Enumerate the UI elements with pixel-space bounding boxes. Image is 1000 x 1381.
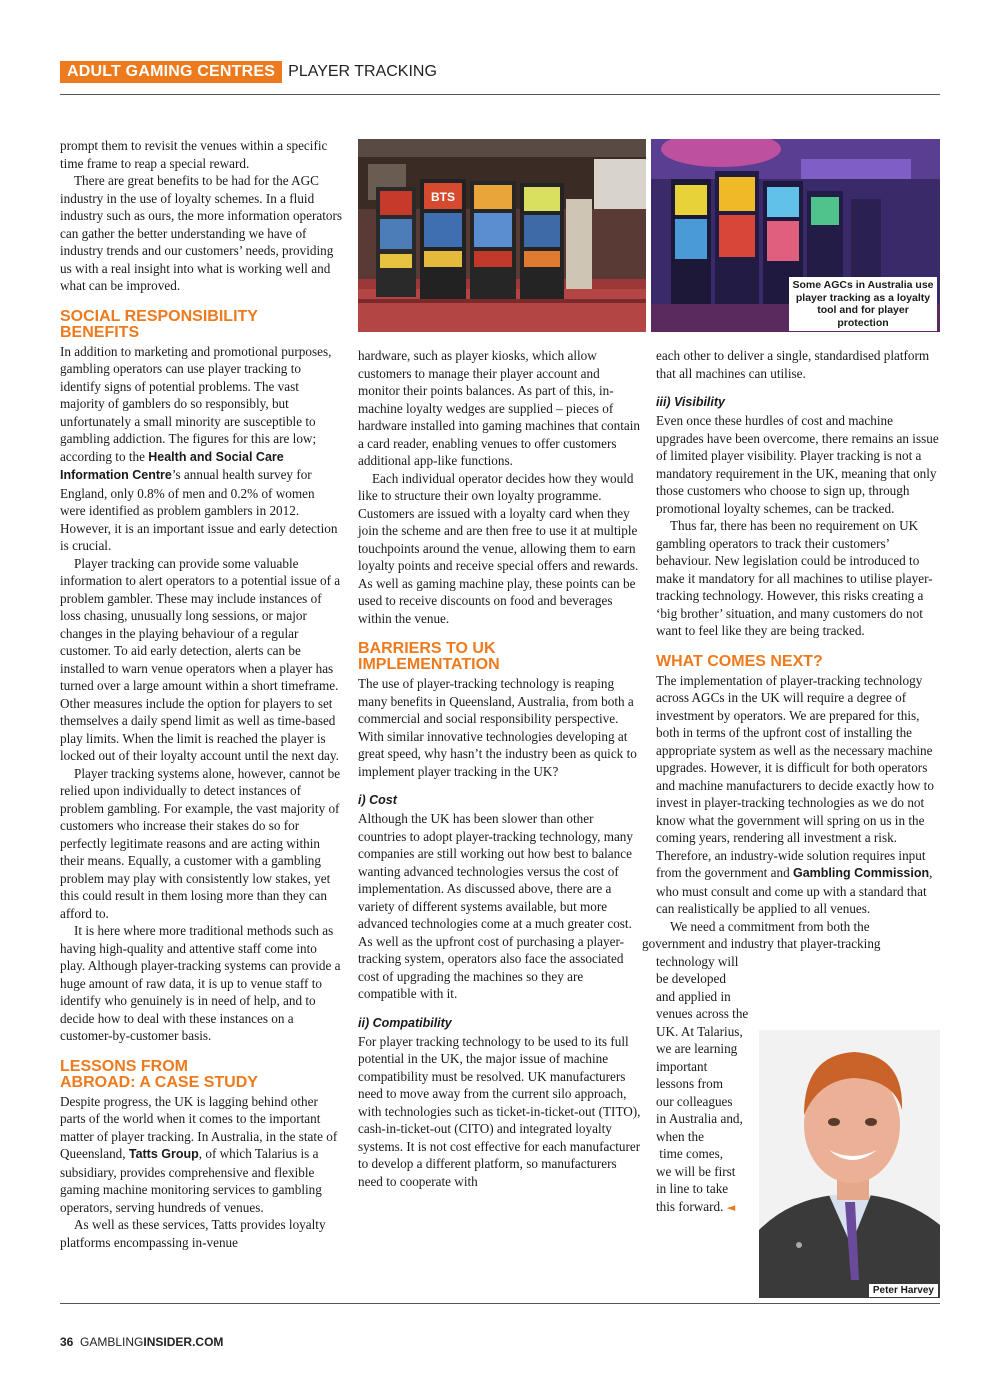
paragraph: prompt them to revisit the venues within a specific time frame to reap a special reward.	[60, 138, 328, 171]
heading-what-comes-next: WHAT COMES NEXT?	[656, 652, 823, 670]
text-line: UK. At Talarius,	[656, 1023, 743, 1039]
page-header	[60, 60, 437, 84]
paragraph: Player tracking systems alone, however, cannot be relied upon individually to detect instances of problem gambling. For example, the vast majority of customers who increase their stakes do so for perfectly legitimate reasons and are acting within their means. Equally, a customer with a gambling problem may play with consistently low stakes, yet this could result in them losing more than they can afford to.	[60, 765, 341, 921]
text-line: We need a commitment from both the	[670, 918, 870, 934]
text-run: Despite progress, the UK is lagging behind other parts of the world when it comes to the important matter of player tracking. In Australia, in the state of Queensland,	[60, 1093, 338, 1161]
subheading-visibility: iii) Visibility	[656, 395, 725, 409]
australia-venue-photo	[651, 139, 940, 332]
text-line: technology will	[656, 953, 739, 969]
text-line: our colleagues	[656, 1093, 733, 1109]
topic-label: PLAYER TRACKING	[288, 63, 437, 80]
text-line: be developed	[656, 971, 726, 986]
organisation-name: Gambling Commission	[792, 866, 930, 880]
heading-barriers	[358, 641, 641, 673]
text-line: when the	[656, 1128, 704, 1144]
portrait-illustration	[759, 1030, 940, 1298]
header-rule	[60, 94, 940, 95]
text-run: , who must consult and come up with a standard that can realistically be applied to all venues.	[656, 865, 933, 916]
paragraph	[642, 918, 940, 953]
heading-line: BARRIERS TO UK	[358, 640, 496, 657]
text-line: important	[656, 1058, 708, 1074]
paragraph: each other to deliver a single, standardised platform that all machines can utilise.	[656, 348, 930, 381]
text-line: and applied in	[656, 988, 731, 1004]
heading-social-responsibility	[60, 309, 343, 341]
gaming-venue-photo	[358, 139, 646, 332]
subheading-cost: i) Cost	[358, 793, 397, 807]
organisation-name: Tatts Group	[128, 1147, 199, 1161]
paragraph: Each individual operator decides how they would like to structure their own loyalty programme. Customers are issued with a loyalty card when they join the scheme and are then free to use it at multiple touchpoints around the venue, allowing them to earn loyalty points and receive special offers and rewards. As well as gaming machine play, these points can be used to receive discounts on food and beverages within the venue.	[358, 470, 639, 626]
text-line: government and industry that player-tracking	[642, 936, 881, 951]
paragraph: It is here where more traditional methods such as having high-quality and attentive staff come into play. Although player-tracking systems can provide a huge amount of raw data, it is up to venue staff to identify who genuinely is in need of help, and to decide how to deal with these instances on a customer-by-customer basis.	[60, 923, 341, 1043]
column-1	[60, 137, 343, 1251]
text-line: in Australia and,	[656, 1111, 743, 1126]
heading-lessons-from-abroad	[60, 1059, 343, 1091]
text-run: In addition to marketing and promotional purposes, gambling operators can use player tracking to identify signs of potential problems. The vast majority of gamblers do so responsibly, but unfortunately a small minority are susceptible to gambling addiction. The figures for this are low; according to the	[60, 343, 332, 464]
text-line: this forward.	[656, 1198, 724, 1214]
paragraph: There are great benefits to be had for the AGC industry in the use of loyalty schemes. In a fluid industry such as ours, the more information operators can gather the better understanding we have of industry trends and our customers’ needs, providing us with a real insight into what is working well and what can be improved.	[60, 173, 343, 293]
organisation-name: Health and Social Care Information Centre	[60, 449, 284, 482]
heading-line: BENEFITS	[60, 323, 140, 341]
heading-line: SOCIAL RESPONSIBILITY	[60, 307, 258, 325]
text-line: we are learning	[656, 1041, 738, 1056]
paragraph: Player tracking can provide some valuable information to alert operators to a potential issue of a problem gambler. These may include instances of loss chasing, unusually long sessions, or major changes in the playing behaviour of a regular customer. To aid early detection, alerts can be installed to warn venue operators when a player has turned over a large amount within a short timeframe. Other measures include the option for players to set themselves a daily spend limit as well as time-based play limits. When the limit is reached the player is locked out of their loyalty account until the next day.	[60, 555, 341, 763]
photo-caption: Some AGCs in Australia use player tracking as a loyalty tool and for player protection	[789, 277, 937, 331]
text-line: venues across the	[656, 1006, 749, 1021]
end-mark-icon: ◄	[726, 1200, 736, 1214]
paragraph: The use of player-tracking technology is reaping many benefits in Queensland, Australia, from both a commercial and social responsibility perspective. With similar innovative technologies developing at great speed, why hasn’t the industry been as quick to implement player tracking in the UK?	[358, 676, 637, 779]
text-line: lessons from	[656, 1076, 724, 1091]
paragraph: Thus far, there has been no requirement on UK gambling operators to track their customers’ behaviour. New legislation could be introduced to make it mandatory for all machines to utilise player-tracking technology. However, this risks creating a ‘big brother’ situation, and many customers do not want to feel like they are being tracked.	[656, 518, 933, 638]
portrait-photo	[759, 1030, 940, 1298]
paragraph	[60, 1093, 343, 1217]
paragraph: For player tracking technology to be used to its full potential in the UK, the major issue of machine compatibility must be resolved. UK manufacturers need to move away from the current silo approach, with technologies such as ticket-in-ticket-out (TITO), cash-in-ticket-out (CITO) and integrated loyalty systems. It is not cost effective for each manufacturer to develop a different platform, so manufacturers need to cooperate with	[358, 1033, 641, 1189]
gaming-venue-illustration	[358, 139, 646, 332]
paragraph: Even once these hurdles of cost and machine upgrades have been overcome, there remains an issue of limited player visibility. Player tracking is not a mandatory requirement in the UK, meaning that only those customers who choose to sign up, through promotional loyalty schemes, can be tracked.	[656, 413, 939, 516]
subheading-compatibility: ii) Compatibility	[358, 1015, 452, 1030]
text-line: in line to take	[656, 1181, 729, 1196]
paragraph: As well as these services, Tatts provides loyalty platforms encompassing in-venue	[60, 1217, 326, 1250]
footer-rule	[60, 1303, 940, 1304]
heading-line: ABROAD: A CASE STUDY	[60, 1073, 258, 1091]
paragraph	[656, 672, 940, 918]
text-run: , of which Talarius is a subsidiary, provides comprehensive and flexible gaming machine monitoring services to gambling operators, serving hundreds of venues.	[60, 1146, 322, 1215]
paragraph: Although the UK has been slower than other countries to adopt player-tracking technology, many companies are still working out how best to balance wanting advanced technologies versus the cost of implementation. As discussed above, there are a variety of different systems available, but more advanced technologies come at a much greater cost. As well as the upfront cost of purchasing a player-tracking system, operators also face the associated cost of upgrading the machines so they are compatible with it.	[358, 811, 633, 1001]
paragraph	[60, 343, 343, 555]
text-run: The implementation of player-tracking technology across AGCs in the UK will require a degree of investment by operators. We are prepared for this, both in terms of the upfront cost of installing the appropriate system as well as the necessary machine upgrades. However, it is difficult for both operators and machine manufacturers to decide exactly how to invest in player-tracking technologies as we do not know what the government will spring on us in the coming years, rendering all investment a risk. Therefore, an industry-wide solution requires input from the government and	[656, 672, 934, 880]
text-line: time comes,	[656, 1146, 724, 1161]
section-label: ADULT GAMING CENTRES	[60, 61, 282, 83]
text-run: ’s annual health survey for England, only 0.8% of men and 0.2% of women were identified as problem gamblers in 2012. However, it is an important issue and early detection is crucial.	[60, 467, 338, 553]
page-number: 36	[60, 1335, 74, 1349]
machine-sign-text: BTS	[431, 190, 455, 204]
text-line: we will be first	[656, 1163, 736, 1179]
site-name-prefix: GAMBLING	[80, 1335, 144, 1349]
page-footer	[60, 1335, 223, 1349]
paragraph: hardware, such as player kiosks, which allow customers to manage their player account and monitor their points balances. As part of this, in-machine loyalty wedges are supplied – pieces of hardware installed into gaming machines that contain a card reader, enabling venues to offer customers additional app-like functions.	[358, 348, 640, 468]
heading-line: IMPLEMENTATION	[358, 656, 500, 673]
column-2	[358, 347, 641, 1190]
heading-line: LESSONS FROM	[60, 1057, 189, 1075]
site-name-bold: INSIDER.COM	[143, 1335, 224, 1349]
portrait-caption: Peter Harvey	[869, 1284, 938, 1297]
